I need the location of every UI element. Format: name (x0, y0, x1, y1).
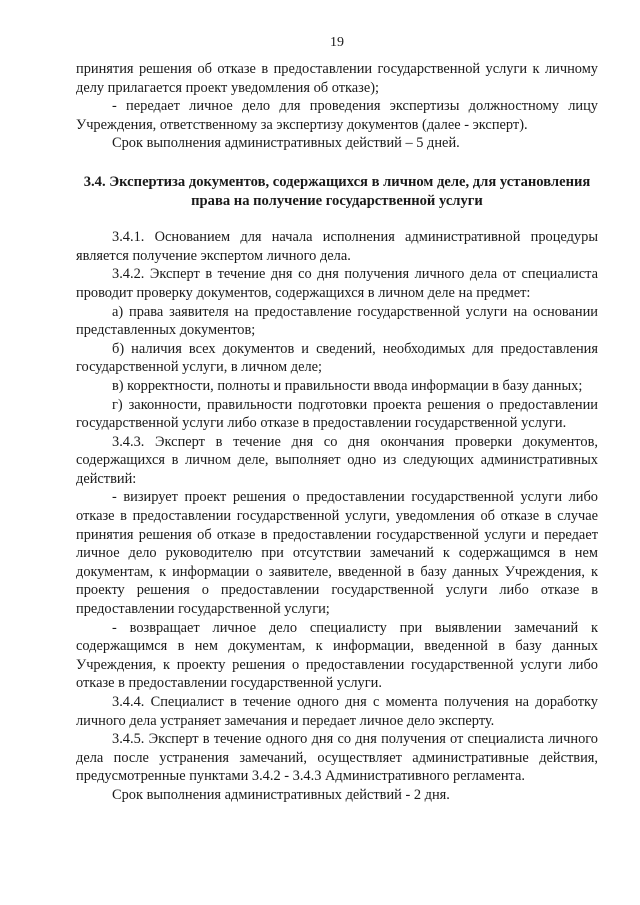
paragraph: - передает личное дело для проведения экспертизы должностному лицу Учреждения, ответственному за экспертизу документов (далее - эксперт). (76, 98, 598, 133)
paragraph: принятия решения об отказе в предоставлении государственной услуги к личному делу прилагается проект уведомления об отказе); (76, 61, 598, 96)
paragraph: 3.4.3. Эксперт в течение дня со дня окончания проверки документов, содержащихся в личном деле, выполняет одно из следующих административных действий: (76, 433, 598, 487)
section-heading: 3.4. Экспертиза документов, содержащихся в личном деле, для установления права на получение государственной услуги (83, 173, 591, 209)
paragraph: 3.4.4. Специалист в течение одного дня с момента получения на доработку личного дела устраняет замечания и передает личное дело эксперту. (76, 694, 598, 729)
paragraph: Срок выполнения административных действий – 5 дней. (112, 135, 460, 152)
list-item: - визирует проект решения о предоставлении государственной услуги либо отказе в предоставлении государственной услуги, уведомления об отказе в случае принятия решения об отказе в предоставлении государственной услуги и передает личное дело руководителю при отсутствии замечаний к содержащимся в нем документам, к информации о заявителе, введенной в базу данных Учреждения, к проекту решения о предоставлении государственной услуги либо отказе в предоставлении государственной услуги; (76, 489, 598, 618)
paragraph: Срок выполнения административных действий - 2 дня. (112, 786, 450, 803)
paragraph: 3.4.2. Эксперт в течение дня со дня получения личного дела от специалиста проводит проверку документов, содержащихся в личном деле на предмет: (76, 266, 598, 301)
list-item: - возвращает личное дело специалисту при выявлении замечаний к содержащимся в нем документам, к информации, введенной в базу данных Учреждения, к проекту решения о предоставлении государственной услуги либо отказе в предоставлении государственной услуги. (76, 619, 598, 692)
paragraph: 3.4.1. Основанием для начала исполнения административной процедуры является получение экспертом личного дела. (76, 229, 598, 264)
document-body (76, 60, 598, 805)
list-item: а) права заявителя на предоставление государственной услуги на основании представленных документов; (76, 303, 598, 339)
list-item: в) корректности, полноты и правильности ввода информации в базу данных; (112, 377, 583, 394)
page-number: 19 (330, 35, 344, 50)
paragraph: 3.4.5. Эксперт в течение одного дня со дня получения от специалиста личного дела после устранения замечаний, осуществляет административные действия, предусмотренные пунктами 3.4.2 - 3.4.3 Административного регламента. (76, 731, 598, 785)
list-item: б) наличия всех документов и сведений, необходимых для предоставления государственной услуги, в личном деле; (76, 340, 598, 376)
list-item: г) законности, правильности подготовки проекта решения о предоставлении государственной услуги либо отказе в предоставлении государственной услуги. (76, 396, 598, 432)
